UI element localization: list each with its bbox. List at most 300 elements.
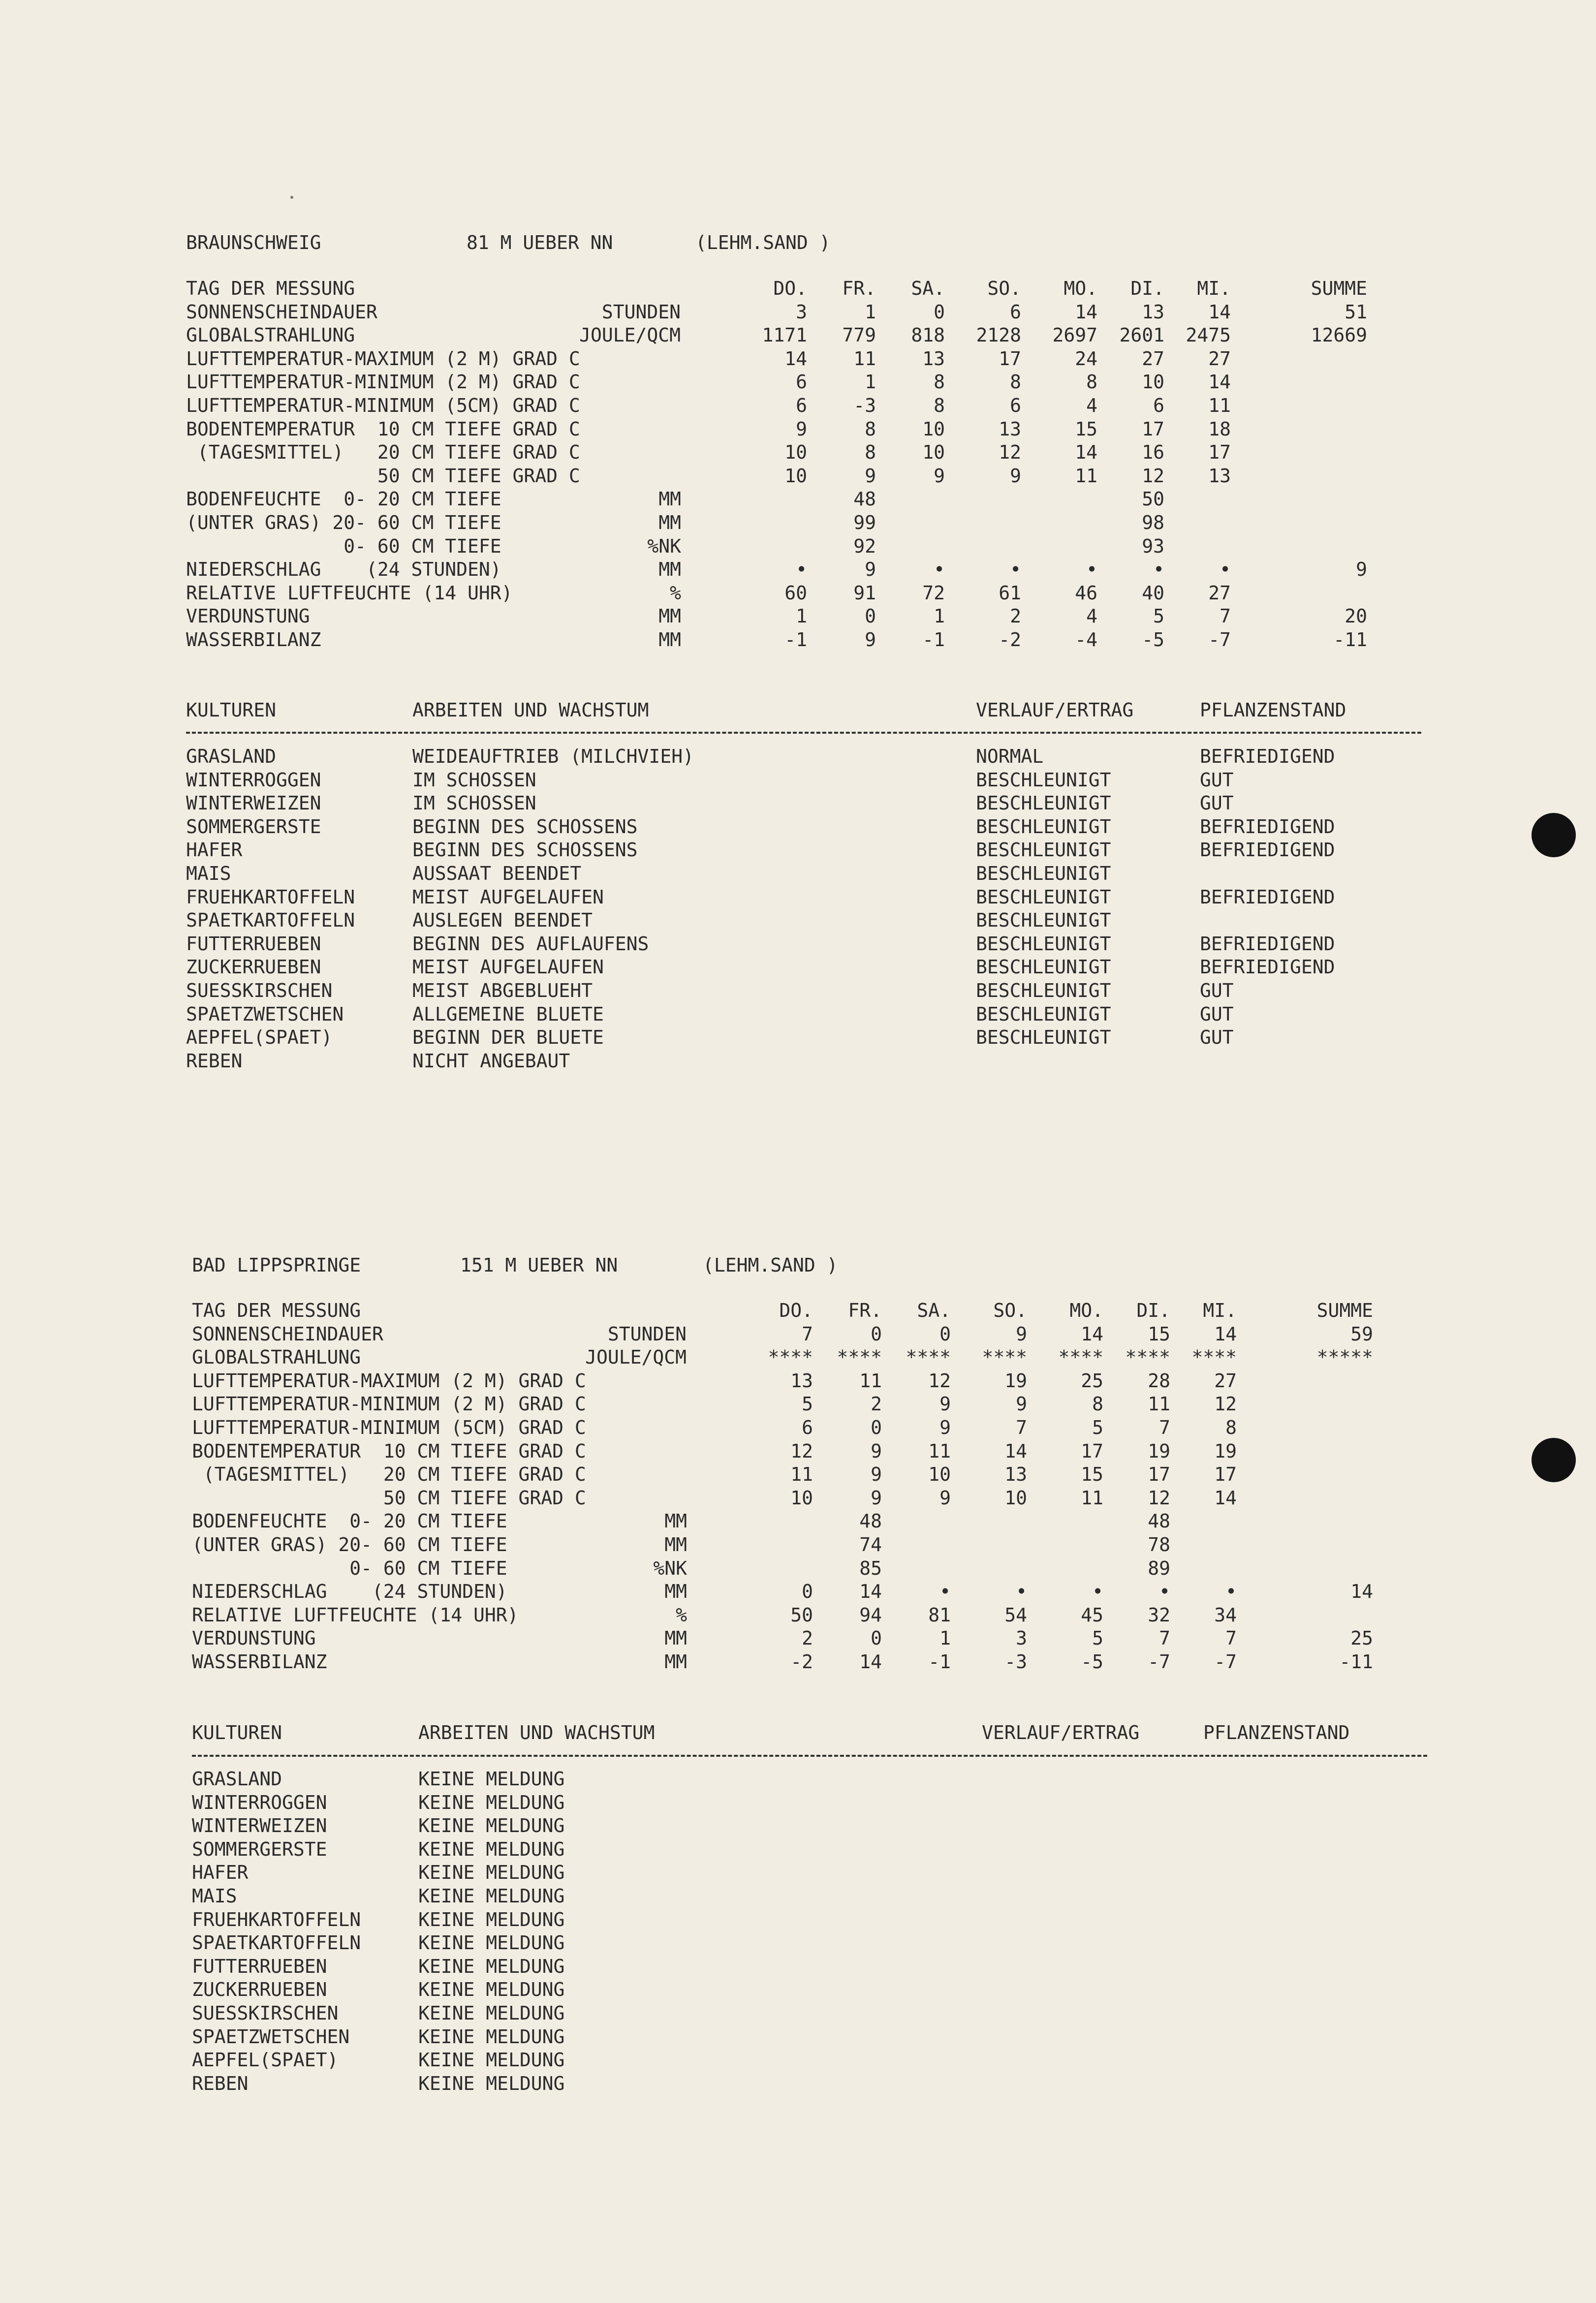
day-value: -7 <box>1208 628 1231 651</box>
row-label: TAG DER MESSUNG <box>186 278 355 299</box>
day-value: 19 <box>1214 1440 1237 1462</box>
day-value: 12 <box>1142 465 1164 487</box>
station2-altitude: 151 M UEBER NN <box>460 1254 618 1276</box>
day-value: 14 <box>784 347 807 370</box>
crop-name: ZUCKERRUEBEN <box>192 1979 327 2001</box>
crop-name: WINTERWEIZEN <box>192 1815 327 1837</box>
day-value: 13 <box>1004 1463 1027 1486</box>
crop-row <box>186 1003 1416 1027</box>
day-value: 10 <box>1142 371 1164 393</box>
day-value: 74 <box>859 1533 882 1556</box>
stray-dot <box>290 196 293 199</box>
day-value: 13 <box>1208 465 1231 487</box>
crop-activity: KEINE MELDUNG <box>418 2049 565 2071</box>
measurement-row <box>186 371 1416 394</box>
day-value: 40 <box>1142 582 1164 604</box>
crops-header-kulturen: KULTUREN <box>192 1722 282 1743</box>
day-value: 9 <box>871 1487 882 1509</box>
day-value: DO. <box>779 1300 813 1321</box>
row-label: WASSERBILANZ <box>186 628 321 651</box>
day-value: SA. <box>911 278 945 299</box>
crop-row <box>186 956 1416 979</box>
crop-activity: KEINE MELDUNG <box>418 2025 565 2048</box>
day-value: 85 <box>859 1557 882 1579</box>
crop-row <box>186 769 1416 792</box>
day-value: 27 <box>1208 347 1231 370</box>
day-value: 15 <box>1081 1463 1103 1486</box>
day-value: 50 <box>1142 488 1164 510</box>
day-value: MO. <box>1069 1300 1103 1321</box>
crop-activity: KEINE MELDUNG <box>418 1908 565 1930</box>
day-value: 81 <box>928 1604 951 1626</box>
day-value: FR. <box>848 1300 882 1321</box>
day-value: 5 <box>802 1393 813 1415</box>
crop-progress: BESCHLEUNIGT <box>976 815 1111 838</box>
day-value: 5 <box>1092 1416 1103 1438</box>
row-unit: MM <box>664 1650 687 1673</box>
crop-name: WINTERROGGEN <box>186 769 321 791</box>
crop-row <box>192 1885 1422 1908</box>
day-value: 7 <box>802 1323 813 1345</box>
day-value: 34 <box>1214 1604 1237 1626</box>
day-value: 48 <box>859 1510 882 1532</box>
day-value: 3 <box>796 301 807 323</box>
station1-crops-header <box>186 699 1416 722</box>
crop-name: SOMMERGERSTE <box>186 815 321 838</box>
day-value: DI. <box>1136 1300 1170 1321</box>
measurement-row <box>192 1580 1422 1604</box>
measurement-row <box>192 1557 1422 1581</box>
crop-row <box>186 815 1416 839</box>
crop-condition: BEFRIEDIGEND <box>1200 746 1335 767</box>
crop-activity: NICHT ANGEBAUT <box>412 1050 570 1072</box>
day-value: 48 <box>853 488 876 510</box>
crop-name: HAFER <box>186 839 243 861</box>
crop-name: GRASLAND <box>186 746 277 767</box>
day-value: 13 <box>922 347 945 370</box>
row-unit: % <box>676 1604 687 1626</box>
crop-name: SOMMERGERSTE <box>192 1838 327 1860</box>
day-value: 9 <box>865 628 876 651</box>
crop-activity: ALLGEMEINE BLUETE <box>412 1003 604 1025</box>
crop-progress: BESCHLEUNIGT <box>976 862 1111 884</box>
day-value: 17 <box>1208 441 1231 464</box>
crops-header-pflanzenstand: PFLANZENSTAND <box>1203 1722 1350 1743</box>
sum-value: 12669 <box>1311 324 1367 346</box>
crop-name: GRASLAND <box>192 1768 282 1790</box>
crop-activity: KEINE MELDUNG <box>418 1885 565 1907</box>
day-value: -2 <box>790 1650 813 1673</box>
day-value: 98 <box>1142 511 1164 533</box>
crop-name: ZUCKERRUEBEN <box>186 956 321 978</box>
day-value: 11 <box>1148 1393 1170 1415</box>
day-value: 14 <box>1075 301 1097 323</box>
day-value: 14 <box>1214 1323 1237 1345</box>
day-value: 12 <box>1148 1487 1170 1509</box>
day-value: 11 <box>1081 1487 1103 1509</box>
day-value: 9 <box>1016 1393 1027 1415</box>
day-value: 8 <box>865 418 876 440</box>
day-value: 14 <box>1214 1487 1237 1509</box>
row-label-unit: JOULE/QCM <box>579 324 681 346</box>
crop-row <box>192 1814 1422 1838</box>
crop-activity: IM SCHOSSEN <box>412 769 536 791</box>
measurement-row <box>192 1393 1422 1416</box>
crop-activity: AUSSAAT BEENDET <box>412 862 582 884</box>
crop-row <box>192 1955 1422 1979</box>
station2-crops-header <box>192 1721 1422 1745</box>
day-value: 2 <box>1010 605 1021 627</box>
day-value: **** <box>837 1346 882 1369</box>
day-value: 0 <box>802 1581 813 1603</box>
crop-condition: GUT <box>1200 979 1234 1001</box>
measurement-row <box>186 628 1416 652</box>
row-label: WASSERBILANZ <box>192 1650 327 1673</box>
day-value: 11 <box>859 1369 882 1392</box>
day-value: 779 <box>842 324 876 346</box>
day-value: 7 <box>1220 605 1231 627</box>
day-value: **** <box>1058 1346 1103 1369</box>
day-value: 9 <box>1010 465 1021 487</box>
row-label: VERDUNSTUNG <box>192 1627 316 1649</box>
day-value: 27 <box>1208 582 1231 604</box>
day-value: 12 <box>999 441 1021 464</box>
crop-name: SUESSKIRSCHEN <box>186 979 333 1001</box>
measurement-row <box>186 418 1416 441</box>
crop-condition: GUT <box>1200 1003 1234 1025</box>
day-value: 10 <box>922 418 945 440</box>
day-value: 12 <box>790 1440 813 1462</box>
row-unit: MM <box>664 1510 687 1532</box>
day-value: 7 <box>1159 1627 1170 1649</box>
row-label: VERDUNSTUNG <box>186 605 310 627</box>
row-label: BODENFEUCHTE 0- 20 CM TIEFE <box>186 488 501 510</box>
measurement-row <box>186 301 1416 324</box>
day-value: 8 <box>934 394 945 416</box>
crop-row <box>186 1050 1416 1073</box>
day-value: 14 <box>1075 441 1097 464</box>
measurement-row <box>186 558 1416 582</box>
measurement-row <box>186 582 1416 605</box>
day-value: 10 <box>928 1463 951 1486</box>
row-unit: MM <box>664 1627 687 1649</box>
day-value: 2128 <box>976 324 1021 346</box>
day-value: 78 <box>1148 1533 1170 1556</box>
sum-value: 14 <box>1350 1581 1373 1603</box>
day-value: 93 <box>1142 535 1164 557</box>
row-label-unit: STUNDEN <box>607 1323 687 1345</box>
row-label: RELATIVE LUFTFEUCHTE (14 UHR) <box>192 1604 519 1626</box>
day-value: 5 <box>1153 605 1164 627</box>
measurement-row <box>192 1440 1422 1463</box>
crop-name: MAIS <box>186 862 231 884</box>
day-value: 48 <box>1148 1510 1170 1532</box>
day-value: MO. <box>1064 278 1097 299</box>
crop-name: WINTERWEIZEN <box>186 792 321 814</box>
day-value: 1 <box>865 371 876 393</box>
day-value: 27 <box>1214 1369 1237 1392</box>
crop-row <box>192 1791 1422 1815</box>
day-value: 2475 <box>1186 324 1231 346</box>
day-value: 14 <box>859 1581 882 1603</box>
crop-activity: BEGINN DER BLUETE <box>412 1027 604 1049</box>
day-value: -7 <box>1214 1650 1237 1673</box>
day-value: 10 <box>784 465 807 487</box>
day-value: 10 <box>922 441 945 464</box>
crop-name: SPAETZWETSCHEN <box>192 2025 350 2048</box>
row-label: (UNTER GRAS) 20- 60 CM TIEFE <box>192 1533 507 1556</box>
day-value: -1 <box>922 628 945 651</box>
day-value: **** <box>1191 1346 1237 1369</box>
day-value: 6 <box>802 1416 813 1438</box>
punch-hole-bottom <box>1532 1438 1576 1482</box>
station1-crops <box>186 745 1416 1073</box>
day-value: 17 <box>999 347 1021 370</box>
day-value: -3 <box>853 394 876 416</box>
day-value: -4 <box>1075 628 1097 651</box>
crop-row <box>186 862 1416 886</box>
crop-name: AEPFEL(SPAET) <box>192 2049 339 2071</box>
crop-progress: BESCHLEUNIGT <box>976 886 1111 908</box>
day-value: 17 <box>1214 1463 1237 1486</box>
crop-activity: KEINE MELDUNG <box>418 1979 565 2001</box>
day-value: 9 <box>796 418 807 440</box>
row-label: RELATIVE LUFTFEUCHTE (14 UHR) <box>186 582 513 604</box>
crop-activity: IM SCHOSSEN <box>412 792 536 814</box>
measurement-row <box>186 347 1416 371</box>
crop-condition: BEFRIEDIGEND <box>1200 839 1335 861</box>
day-value: DI. <box>1130 278 1164 299</box>
day-value: 10 <box>784 441 807 464</box>
crop-row <box>186 933 1416 956</box>
day-value: 11 <box>853 347 876 370</box>
row-label: GLOBALSTRAHLUNG <box>192 1346 361 1369</box>
day-value: 4 <box>1086 605 1097 627</box>
crop-activity: KEINE MELDUNG <box>418 1838 565 1860</box>
day-value: 61 <box>999 582 1021 604</box>
crop-row <box>192 1978 1422 2002</box>
crops-header-pflanzenstand: PFLANZENSTAND <box>1200 699 1346 721</box>
crop-activity: KEINE MELDUNG <box>418 1815 565 1837</box>
day-value: 19 <box>1004 1369 1027 1392</box>
crop-activity: KEINE MELDUNG <box>418 1862 565 1884</box>
day-value: -5 <box>1142 628 1164 651</box>
measurement-row <box>186 488 1416 511</box>
station2-crops <box>192 1768 1422 2095</box>
day-value: DO. <box>773 278 807 299</box>
day-value: 6 <box>796 371 807 393</box>
row-unit: MM <box>658 628 681 651</box>
station1-measurements <box>186 277 1416 652</box>
day-value: • <box>1092 1581 1103 1603</box>
day-value: 6 <box>1010 394 1021 416</box>
day-value: 15 <box>1148 1323 1170 1345</box>
sum-value: SUMME <box>1311 278 1367 299</box>
sum-value: 59 <box>1350 1323 1373 1345</box>
station2-soil: (LEHM.SAND ) <box>703 1254 838 1276</box>
day-value: -5 <box>1081 1650 1103 1673</box>
day-value: 818 <box>911 324 945 346</box>
day-value: 46 <box>1075 582 1097 604</box>
row-label-unit: JOULE/QCM <box>585 1346 687 1369</box>
day-value: 1 <box>934 605 945 627</box>
crop-name: SPAETKARTOFFELN <box>192 1932 361 1954</box>
crop-condition: BEFRIEDIGEND <box>1200 815 1335 838</box>
row-label: (TAGESMITTEL) 20 CM TIEFE GRAD C <box>192 1463 586 1486</box>
day-value: • <box>1016 1581 1027 1603</box>
crop-name: SPAETKARTOFFELN <box>186 909 355 932</box>
row-unit: MM <box>664 1533 687 1556</box>
day-value: 17 <box>1148 1463 1170 1486</box>
crops-header-verlauf: VERLAUF/ERTRAG <box>976 699 1134 721</box>
crop-name: SUESSKIRSCHEN <box>192 2002 339 2024</box>
crop-name: FUTTERRUEBEN <box>186 933 321 955</box>
day-value: 14 <box>1081 1323 1103 1345</box>
day-value: **** <box>906 1346 951 1369</box>
measurement-row <box>192 1650 1422 1674</box>
station2-divider <box>192 1755 1427 1757</box>
day-value: 0 <box>934 301 945 323</box>
day-value: 9 <box>939 1393 951 1415</box>
measurement-row <box>192 1416 1422 1440</box>
station2-header <box>192 1254 1176 1278</box>
crop-row <box>192 1908 1422 1932</box>
crop-row <box>192 1931 1422 1955</box>
row-label: BODENFEUCHTE 0- 20 CM TIEFE <box>192 1510 507 1532</box>
crop-activity: KEINE MELDUNG <box>418 1791 565 1813</box>
crop-activity: MEIST ABGEBLUEHT <box>412 979 593 1001</box>
crop-row <box>186 839 1416 862</box>
row-unit: %NK <box>647 535 681 557</box>
row-unit: MM <box>658 559 681 581</box>
day-value: -1 <box>784 628 807 651</box>
crop-progress: BESCHLEUNIGT <box>976 1027 1111 1049</box>
day-value: • <box>1225 1581 1237 1603</box>
day-value: 1 <box>865 301 876 323</box>
day-value: SO. <box>993 1300 1027 1321</box>
crop-name: REBEN <box>192 2072 249 2094</box>
day-value: 13 <box>790 1369 813 1392</box>
crop-name: SPAETZWETSCHEN <box>186 1003 344 1025</box>
day-value: 13 <box>1142 301 1164 323</box>
day-value: -7 <box>1148 1650 1170 1673</box>
station1-soil: (LEHM.SAND ) <box>695 232 831 253</box>
day-value: 9 <box>934 465 945 487</box>
day-value: 7 <box>1225 1627 1237 1649</box>
measurement-row <box>192 1487 1422 1510</box>
day-value: 24 <box>1075 347 1097 370</box>
day-value: • <box>1010 559 1021 581</box>
row-label: 0- 60 CM TIEFE <box>186 535 501 557</box>
crop-name: HAFER <box>192 1862 249 1884</box>
day-value: 2601 <box>1119 324 1164 346</box>
day-value: 72 <box>922 582 945 604</box>
crop-progress: BESCHLEUNIGT <box>976 933 1111 955</box>
day-value: 8 <box>1092 1393 1103 1415</box>
row-label: BODENTEMPERATUR 10 CM TIEFE GRAD C <box>192 1440 586 1462</box>
crop-row <box>192 1861 1422 1885</box>
day-value: 0 <box>871 1627 882 1649</box>
crop-activity: KEINE MELDUNG <box>418 1768 565 1790</box>
day-value: 25 <box>1081 1369 1103 1392</box>
crop-progress: BESCHLEUNIGT <box>976 1003 1111 1025</box>
day-value: 0 <box>939 1323 951 1345</box>
row-label: (UNTER GRAS) 20- 60 CM TIEFE <box>186 511 501 533</box>
day-value: 8 <box>1010 371 1021 393</box>
crop-progress: BESCHLEUNIGT <box>976 979 1111 1001</box>
crop-activity: BEGINN DES SCHOSSENS <box>412 815 638 838</box>
row-label: BODENTEMPERATUR 10 CM TIEFE GRAD C <box>186 418 580 440</box>
day-value: 6 <box>1153 394 1164 416</box>
crop-name: REBEN <box>186 1050 243 1072</box>
day-value: 1 <box>939 1627 951 1649</box>
measurement-row <box>186 441 1416 465</box>
day-value: 19 <box>1148 1440 1170 1462</box>
crop-name: FRUEHKARTOFFELN <box>192 1908 361 1930</box>
crop-name: FUTTERRUEBEN <box>192 1955 327 1977</box>
day-value: 18 <box>1208 418 1231 440</box>
sum-value: 9 <box>1356 559 1367 581</box>
station1-header <box>186 231 1170 256</box>
row-label: 50 CM TIEFE GRAD C <box>192 1487 586 1509</box>
row-unit: % <box>670 582 681 604</box>
row-unit: MM <box>658 488 681 510</box>
crop-row <box>186 745 1416 769</box>
crop-row <box>192 2072 1422 2096</box>
day-value: 50 <box>790 1604 813 1626</box>
measurement-row <box>186 394 1416 418</box>
day-value: 91 <box>853 582 876 604</box>
day-value: 17 <box>1081 1440 1103 1462</box>
row-label: LUFTTEMPERATUR-MAXIMUM (2 M) GRAD C <box>192 1369 586 1392</box>
crop-row <box>186 886 1416 909</box>
day-value: 12 <box>1214 1393 1237 1415</box>
day-value: 28 <box>1148 1369 1170 1392</box>
row-label: GLOBALSTRAHLUNG <box>186 324 355 346</box>
day-value: **** <box>1125 1346 1170 1369</box>
row-label: LUFTTEMPERATUR-MINIMUM (2 M) GRAD C <box>186 371 580 393</box>
station2-measurements <box>192 1299 1422 1674</box>
day-value: 5 <box>1092 1627 1103 1649</box>
crops-header-kulturen: KULTUREN <box>186 699 277 721</box>
measurement-row <box>192 1369 1422 1393</box>
day-value: 7 <box>1016 1416 1027 1438</box>
crop-row <box>186 909 1416 933</box>
day-value: 16 <box>1142 441 1164 464</box>
row-unit: MM <box>664 1581 687 1603</box>
day-value: 1 <box>796 605 807 627</box>
day-value: -1 <box>928 1650 951 1673</box>
crop-row <box>192 1768 1422 1791</box>
sum-value: 51 <box>1345 301 1367 323</box>
crop-row <box>192 2025 1422 2049</box>
day-value: 10 <box>790 1487 813 1509</box>
crop-condition: GUT <box>1200 769 1234 791</box>
crop-progress: NORMAL <box>976 746 1044 767</box>
day-value: 0 <box>865 605 876 627</box>
crops-header-arbeiten: ARBEITEN UND WACHSTUM <box>412 699 649 721</box>
row-label: (TAGESMITTEL) 20 CM TIEFE GRAD C <box>186 441 580 464</box>
day-value: 0 <box>871 1416 882 1438</box>
measurement-row <box>186 324 1416 347</box>
day-value: 1171 <box>762 324 807 346</box>
day-value: 89 <box>1148 1557 1170 1579</box>
crop-condition: GUT <box>1200 792 1234 814</box>
day-value: 14 <box>859 1650 882 1673</box>
day-value: 9 <box>871 1440 882 1462</box>
crops-header-arbeiten: ARBEITEN UND WACHSTUM <box>418 1722 655 1743</box>
day-value: 8 <box>1225 1416 1237 1438</box>
